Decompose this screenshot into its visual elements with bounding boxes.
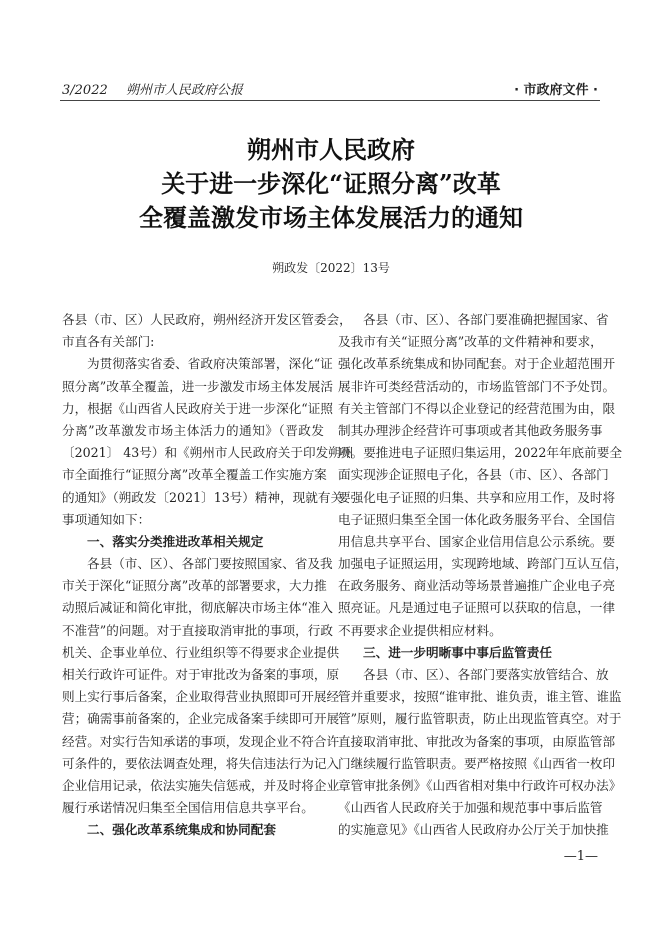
text-line: 动照后减证和简化审批，彻底解决市场主体“准入 [62,600,333,616]
title-line: 全覆盖激发市场主体发展活力的通知 [139,203,523,232]
text-line: 各县（市、区）人民政府，朔州经济开发区管委会， [62,312,352,327]
text-line: 展非许可类经营活动的，市场监管部门不予处罚。 [338,378,616,394]
text-line: 强化改革系统集成和协同配套。对于企业超范围开 [338,356,616,372]
text-line: 不再要求企业提供相应材料。 [338,622,502,638]
section-heading [338,642,600,664]
text-line: 面实现涉企证照电子化，各县（市、区）、各部门 [338,467,609,483]
text-line: 各县（市、区）、各部门要按照国家、省及我 [87,556,333,572]
text-line: 市关于深化“证照分离”改革的部署要求，大力推 [62,578,327,594]
document-title [0,133,662,235]
text-line: 相关行政许可证件。对于审批改为备案的事项，原 [62,667,340,682]
text-line: 《山西省人民政府关于加强和规范事中事后监管 [338,800,603,816]
text-line: 力，根据《山西省人民政府关于进一步深化“证照 [62,400,333,416]
text-line: 用信息共享平台、国家企业信用信息公示系统。要 [338,533,616,549]
paragraph [62,309,352,353]
text-line: 营；确需事前备案的，企业完成备案手续即可开展 [62,711,340,727]
text-line: 各县（市、区）、各部门要准确把握国家、省 [363,312,609,327]
text-line: 经营。对实行告知承诺的事项，发现企业不符合许 [62,733,340,749]
text-line: 则上实行事后备案，企业取得营业执照即可开展经 [62,689,340,705]
text-line: 管”原则，履行监管职责，防止出现监管真空。对于 [338,711,622,727]
text-line: 加强电子证照运用，实现跨地域、跨部门互认互信， [338,556,628,572]
running-header-left [62,79,257,98]
text-line: 不准营”的问题。对于直接取消审批的事项，行政 [62,622,333,638]
section-heading [62,531,324,553]
paragraph [338,664,622,842]
paragraph [338,309,628,642]
text-line: 照亮证。凡是通过电子证照可以获取的信息，一律 [338,600,616,616]
right-column [338,309,628,842]
document-number: 朔政发〔2022〕13号 [272,261,390,275]
text-line: 各县（市、区）、各部门要落实放管结合、放 [363,667,609,682]
publication-name: 朔州市人民政府公报 [125,83,243,98]
text-line: 电子证照归集至全国一体化政务服务平台、全国信 [338,511,616,527]
text-line: 企业信用记录，依法实施失信惩戒，并及时将企业 [62,777,340,793]
text-line: 及我市有关“证照分离”改革的文件精神和要求， [338,334,603,350]
text-line: 履行承诺情况归集至全国信用信息共享平台。 [62,800,314,816]
text-line: 事项通知如下： [62,511,151,527]
text-line: 直接取消审批、审批改为备案的事项，由原监管部 [338,733,616,749]
section-label: · 市政府文件 · [514,83,598,98]
text-line: 要强化电子证照的归集、共享和应用工作，及时将 [338,489,616,505]
text-line: 市全面推行“证照分离”改革全覆盖工作实施方案 [62,467,327,483]
text-line: 章管审批条例》《山西省相对集中行政许可权办法》 [338,777,622,793]
paragraph [62,553,340,819]
left-column [62,309,354,842]
header-divider [60,100,600,101]
page-number: —1— [563,849,598,864]
text-line: 有关主管部门不得以企业登记的经营范围为由，限 [338,400,616,416]
text-line: 〔2021〕 43号）和《朔州市人民政府关于印发朔州 [62,445,354,461]
paragraph [62,353,354,531]
text-line: 管并重要求，按照“谁审批、谁负责，谁主管、谁监 [338,689,622,705]
text-line: 的通知》（朔政发〔2021〕13号）精神，现就有关 [62,489,344,505]
text-line: 二、强化改革系统集成和协同配套 [87,822,276,838]
text-line: 机关、企事业单位、行业组织等不得要求企业提供 [62,644,340,660]
text-line: 分离”改革激发市场主体活力的通知》（晋政发 [62,422,324,438]
text-line: 项。要推进电子证照归集运用，2022年年底前要全 [338,445,622,461]
text-line: 制其办理涉企经营许可事项或者其他政务服务事 [338,422,603,438]
title-line: 朔州市人民政府 [247,135,415,164]
text-line: 为贯彻落实省委、省政府决策部署，深化“证 [87,356,333,372]
text-line: 照分离”改革全覆盖，进一步激发市场主体发展活 [62,378,333,394]
text-line: 市直各有关部门: [62,334,155,350]
issue-number: 3/2022 [62,83,108,98]
text-line: 的实施意见》《山西省人民政府办公厅关于加快推 [338,822,609,838]
section-heading [62,819,324,841]
text-line: 在政务服务、商业活动等场景普遍推广企业电子亮 [338,578,616,594]
text-line: 可条件的，要依法调查处理，将失信违法行为记入 [62,755,340,771]
title-line: 关于进一步深化“证照分离”改革 [161,169,501,198]
text-line: 三、进一步明晰事中事后监管责任 [363,644,552,660]
text-line: 门继续履行监管职责。要严格按照《山西省一枚印 [338,755,616,771]
text-line: 一、落实分类推进改革相关规定 [87,533,264,549]
